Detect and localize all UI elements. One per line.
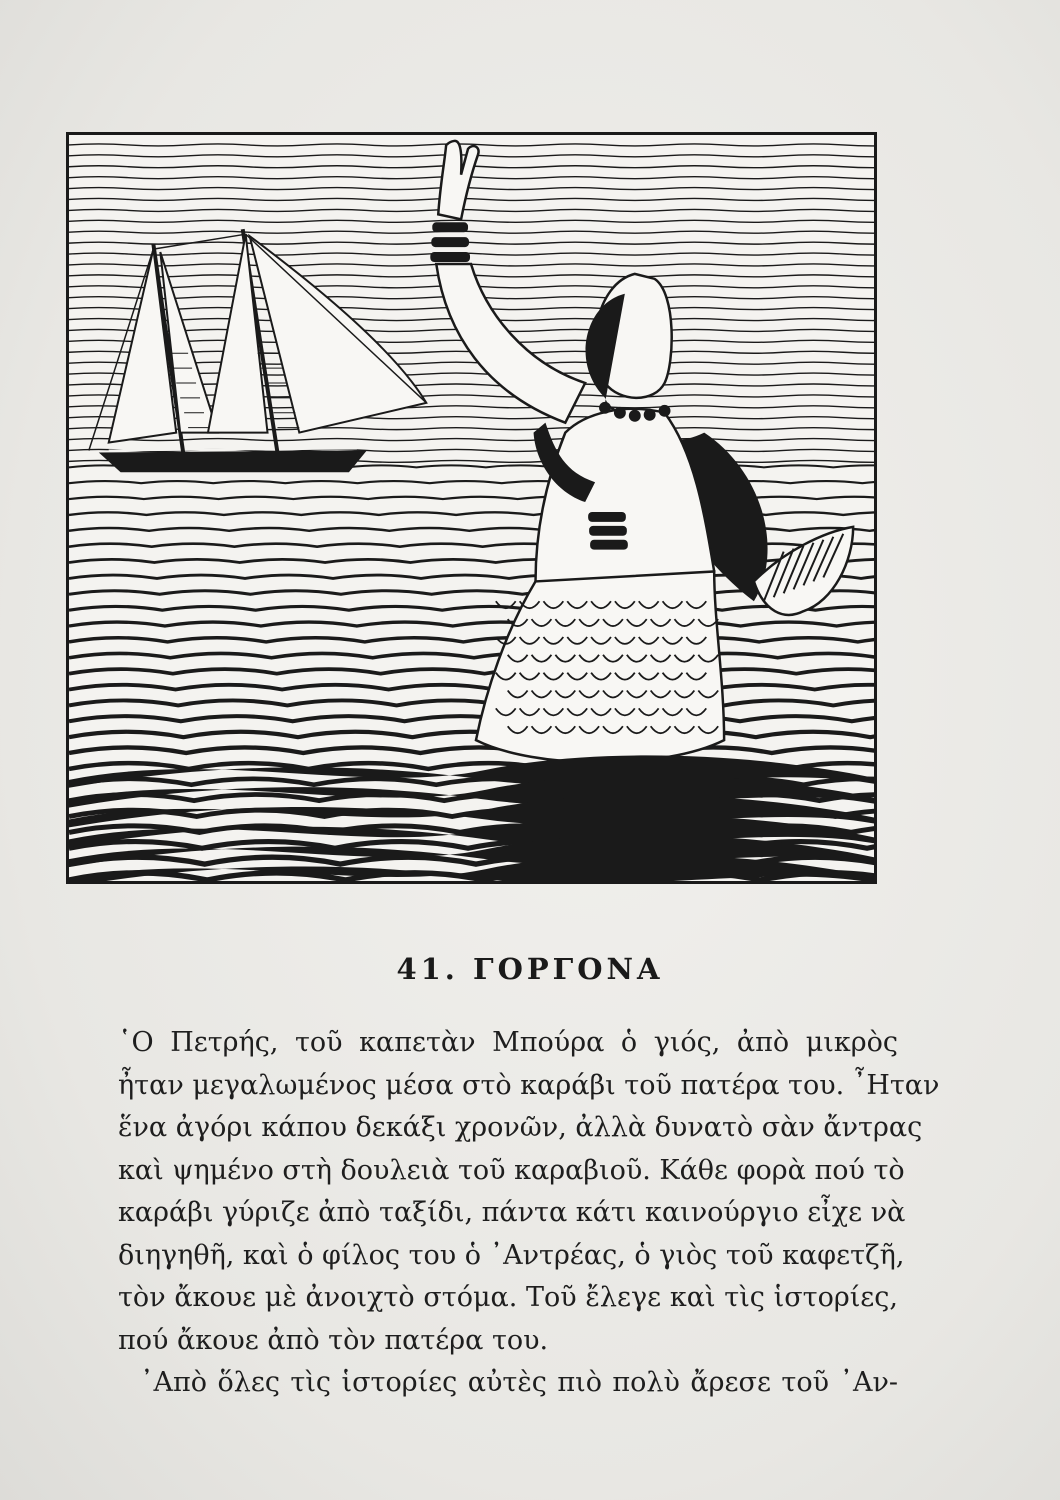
text-line: διηγηθῆ, καὶ ὁ φίλος του ὁ ᾿Αντρέας, ὁ γιὸς τοῦ καφετζῆ, — [118, 1239, 905, 1271]
text-line: καράβι γύριζε ἀπὸ ταξίδι, πάντα κάτι καινούργιο εἶχε νὰ — [118, 1197, 906, 1228]
mermaid-figure — [430, 141, 853, 763]
text-line: πού ἄκουε ἀπὸ τὸν πατέρα του. — [118, 1324, 549, 1356]
text-line: ἦταν μεγαλωμένος μέσα στὸ καράβι τοῦ πατέρα του. ῏Ηταν — [118, 1069, 940, 1101]
text-line: καὶ ψημένο στὴ δουλειὰ τοῦ καραβιοῦ. Κάθε φορὰ πού τὸ — [118, 1154, 905, 1186]
body-text — [118, 1022, 940, 1405]
chapter-name: ΓΟΡΓΟΝΑ — [473, 952, 664, 986]
text-line: ᾿Απὸ ὅλες τὶς ἱστορίες αὐτὲς πιὸ πολὺ ἄρεσε τοῦ ᾿Αν- — [140, 1367, 898, 1398]
text-line: τὸν ἄκουε μὲ ἀνοιχτὸ στόμα. Τοῦ ἔλεγε καὶ τὶς ἱστορίες, — [118, 1282, 898, 1313]
mermaid-woodcut-illustration — [66, 132, 877, 884]
text-line: ἕνα ἀγόρι κάπου δεκάξι χρονῶν, ἀλλὰ δυνατὸ σὰν ἄντρας — [118, 1112, 923, 1143]
text-line: ῾Ο Πετρής, τοῦ καπετὰν Μπούρα ὁ γιός, ἀπὸ μικρὸς — [118, 1027, 898, 1058]
chapter-number: 41. — [396, 952, 459, 986]
chapter-title — [0, 952, 1060, 986]
